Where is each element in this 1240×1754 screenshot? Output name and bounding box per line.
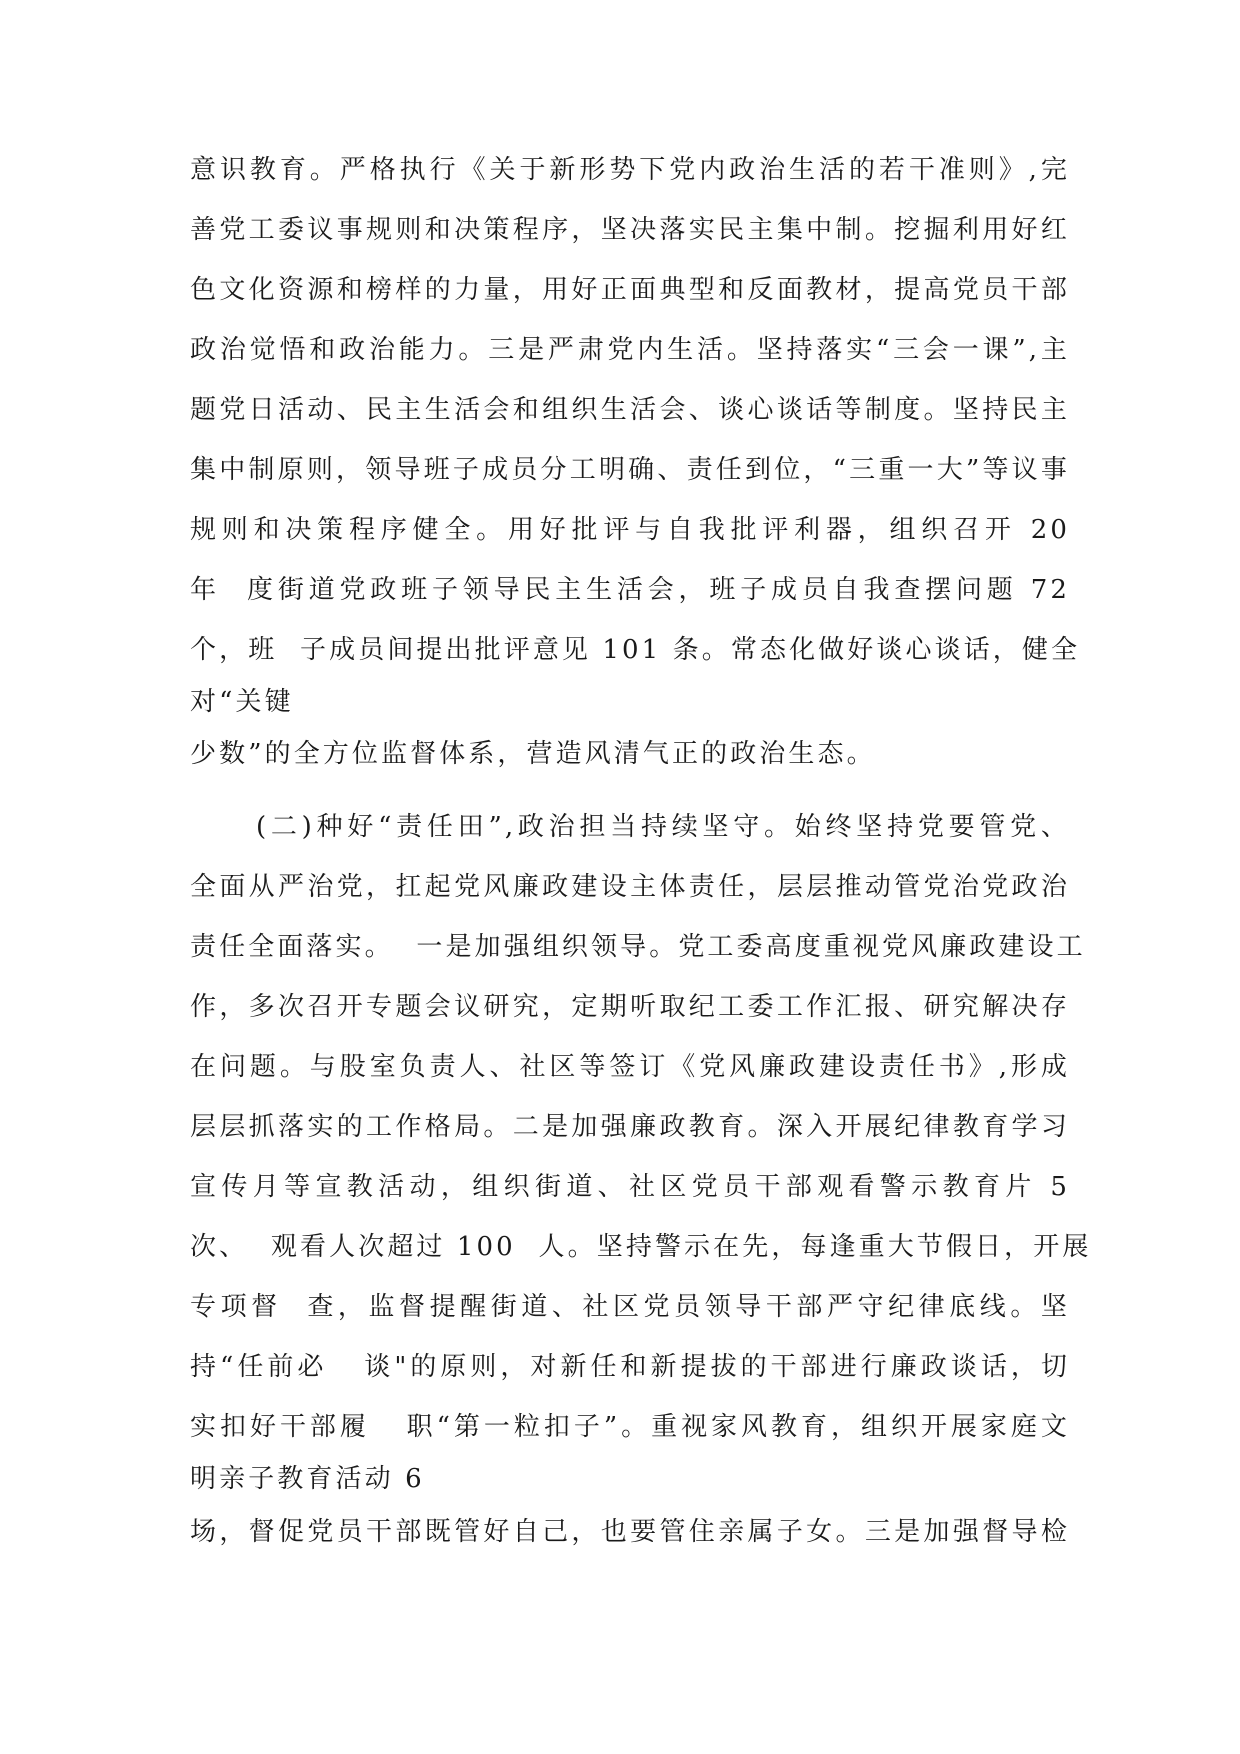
text-line: 意识教育。严格执行《关于新形势下党内政治生活的若干准则》,完: [190, 155, 1070, 185]
text-line: 题党日活动、民主生活会和组织生活会、谈心谈话等制度。坚持民主: [190, 395, 1070, 425]
text-line: (二)种好“责任田”,政治担当持续坚守。始终坚持党要管党、: [256, 812, 1070, 842]
text-line: 责任全面落实。 一是加强组织领导。党工委高度重视党风廉政建设工: [190, 932, 1086, 962]
text-line: 宣传月等宣教活动，组织街道、社区党员干部观看警示教育片 5: [190, 1172, 1070, 1202]
text-line: 专项督 查，监督提醒街道、社区党员领导干部严守纪律底线。坚: [190, 1292, 1070, 1322]
text-line: 规则和决策程序健全。用好批评与自我批评利器，组织召开 20: [190, 515, 1070, 545]
text-line: 作，多次召开专题会议研究，定期听取纪工委工作汇报、研究解决存: [190, 992, 1070, 1022]
text-line: 实扣好干部履 职“第一粒扣子”。重视家风教育，组织开展家庭文: [190, 1412, 1070, 1442]
text-line: 次、 观看人次超过 100 人。坚持警示在先，每逢重大节假日，开展: [190, 1232, 1092, 1262]
text-line: 少数”的全方位监督体系，营造风清气正的政治生态。: [190, 739, 876, 769]
text-line: 年 度街道党政班子领导民主生活会，班子成员自我查摆问题 72: [190, 575, 1070, 605]
text-line: 场，督促党员干部既管好自己，也要管住亲属子女。三是加强督导检: [190, 1517, 1070, 1547]
text-line: 在问题。与股室负责人、社区等签订《党风廉政建设责任书》,形成: [190, 1052, 1070, 1082]
text-line: 善党工委议事规则和决策程序，坚决落实民主集中制。挖掘利用好红: [190, 215, 1070, 245]
text-line: 色文化资源和榜样的力量，用好正面典型和反面教材，提高党员干部: [190, 275, 1070, 305]
text-line: 政治觉悟和政治能力。三是严肃党内生活。坚持落实“三会一课”,主: [190, 335, 1070, 365]
text-line: 个，班 子成员间提出批评意见 101 条。常态化做好谈心谈话，健全: [190, 635, 1081, 665]
text-line: 层层抓落实的工作格局。二是加强廉政教育。深入开展纪律教育学习: [190, 1112, 1070, 1142]
text-line: 全面从严治党，扛起党风廉政建设主体责任，层层推动管党治党政治: [190, 872, 1070, 902]
text-line: 持“任前必 谈"的原则，对新任和新提拔的干部进行廉政谈话，切: [190, 1352, 1070, 1382]
text-line: 对“关键: [190, 687, 294, 717]
text-line: 集中制原则，领导班子成员分工明确、责任到位，“三重一大”等议事: [190, 455, 1070, 485]
text-line: 明亲子教育活动 6: [190, 1464, 425, 1494]
